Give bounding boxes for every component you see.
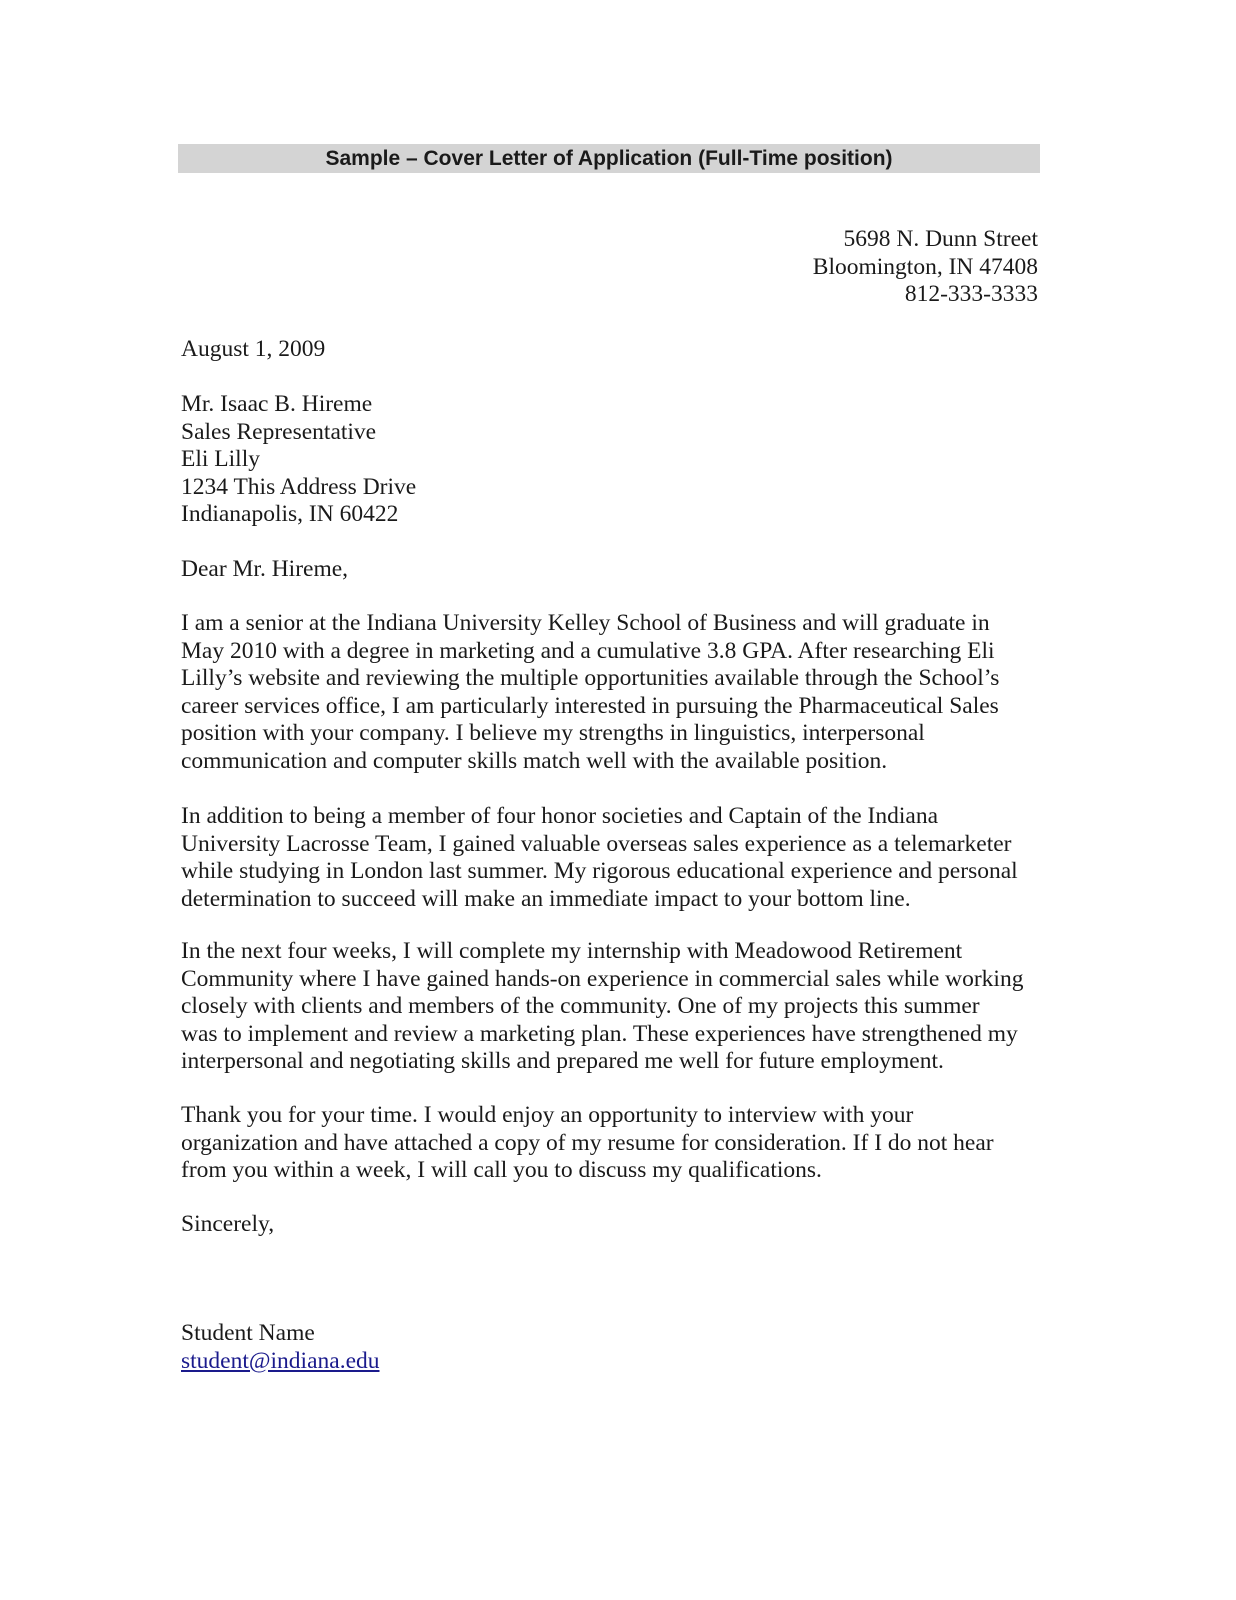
paragraph-line: Lilly’s website and reviewing the multiple opportunities available through the School’s bbox=[181, 665, 1000, 691]
paragraph-line: position with your company. I believe my strengths in linguistics, interpersonal bbox=[181, 720, 925, 746]
paragraph-line: closely with clients and members of the community. One of my projects this summer bbox=[181, 993, 980, 1019]
recipient-city: Indianapolis, IN 60422 bbox=[181, 501, 399, 527]
paragraph-line: determination to succeed will make an immediate impact to your bottom line. bbox=[181, 885, 911, 912]
sender-phone: 812-333-3333 bbox=[904, 281, 1038, 307]
salutation-text: Dear Mr. Hireme, bbox=[181, 556, 349, 582]
paragraph-line: Community where I have gained hands-on experience in commercial sales while working bbox=[181, 965, 1024, 992]
body-paragraph-3 bbox=[181, 938, 1061, 1076]
recipient-name: Mr. Isaac B. Hireme bbox=[181, 391, 373, 417]
recipient-title: Sales Representative bbox=[181, 418, 377, 445]
signature-name: Student Name bbox=[181, 1320, 315, 1346]
paragraph-line: organization and have attached a copy of my resume for consideration. If I do not hear bbox=[181, 1129, 994, 1156]
body-paragraph-1 bbox=[181, 610, 1061, 775]
paragraph-line: I am a senior at the Indiana University Kelley School of Business and will graduate in bbox=[181, 610, 990, 636]
paragraph-line: In the next four weeks, I will complete my internship with Meadowood Retirement bbox=[181, 938, 963, 964]
paragraph-line: University Lacrosse Team, I gained valuable overseas sales experience as a telemarketer bbox=[181, 830, 1012, 857]
paragraph-line: interpersonal and negotiating skills and prepared me well for future employment. bbox=[181, 1048, 944, 1074]
closing bbox=[181, 1211, 1061, 1239]
recipient-address bbox=[181, 391, 1061, 529]
email-link[interactable]: student@indiana.edu bbox=[181, 1347, 380, 1374]
sender-city: Bloomington, IN 47408 bbox=[812, 253, 1038, 280]
signature-block bbox=[181, 1320, 1061, 1375]
paragraph-line: May 2010 with a degree in marketing and a cumulative 3.8 GPA. After researching Eli bbox=[181, 637, 995, 664]
paragraph-line: communication and computer skills match well with the available position. bbox=[181, 747, 888, 774]
sender-address bbox=[813, 226, 1038, 309]
paragraph-line: career services office, I am particularly interested in pursuing the Pharmaceutical Sales bbox=[181, 692, 999, 719]
paragraph-line: was to implement and review a marketing plan. These experiences have strengthened my bbox=[181, 1020, 1018, 1047]
closing-text: Sincerely, bbox=[181, 1211, 275, 1237]
paragraph-line: Thank you for your time. I would enjoy an opportunity to interview with your bbox=[181, 1102, 914, 1128]
body-paragraph-4 bbox=[181, 1102, 1061, 1185]
paragraph-line: In addition to being a member of four honor societies and Captain of the Indiana bbox=[181, 803, 939, 829]
recipient-company: Eli Lilly bbox=[181, 446, 260, 472]
body-paragraph-2 bbox=[181, 803, 1061, 913]
recipient-street: 1234 This Address Drive bbox=[181, 473, 417, 500]
letter-date bbox=[181, 336, 1061, 364]
sender-street: 5698 N. Dunn Street bbox=[843, 226, 1038, 252]
paragraph-line: while studying in London last summer. My rigorous educational experience and personal bbox=[181, 858, 1018, 884]
paragraph-line: from you within a week, I will call you to discuss my qualifications. bbox=[181, 1157, 822, 1183]
document-title: Sample – Cover Letter of Application (Full-Time position) bbox=[178, 144, 1040, 173]
date-text: August 1, 2009 bbox=[181, 336, 326, 362]
salutation bbox=[181, 556, 1061, 584]
